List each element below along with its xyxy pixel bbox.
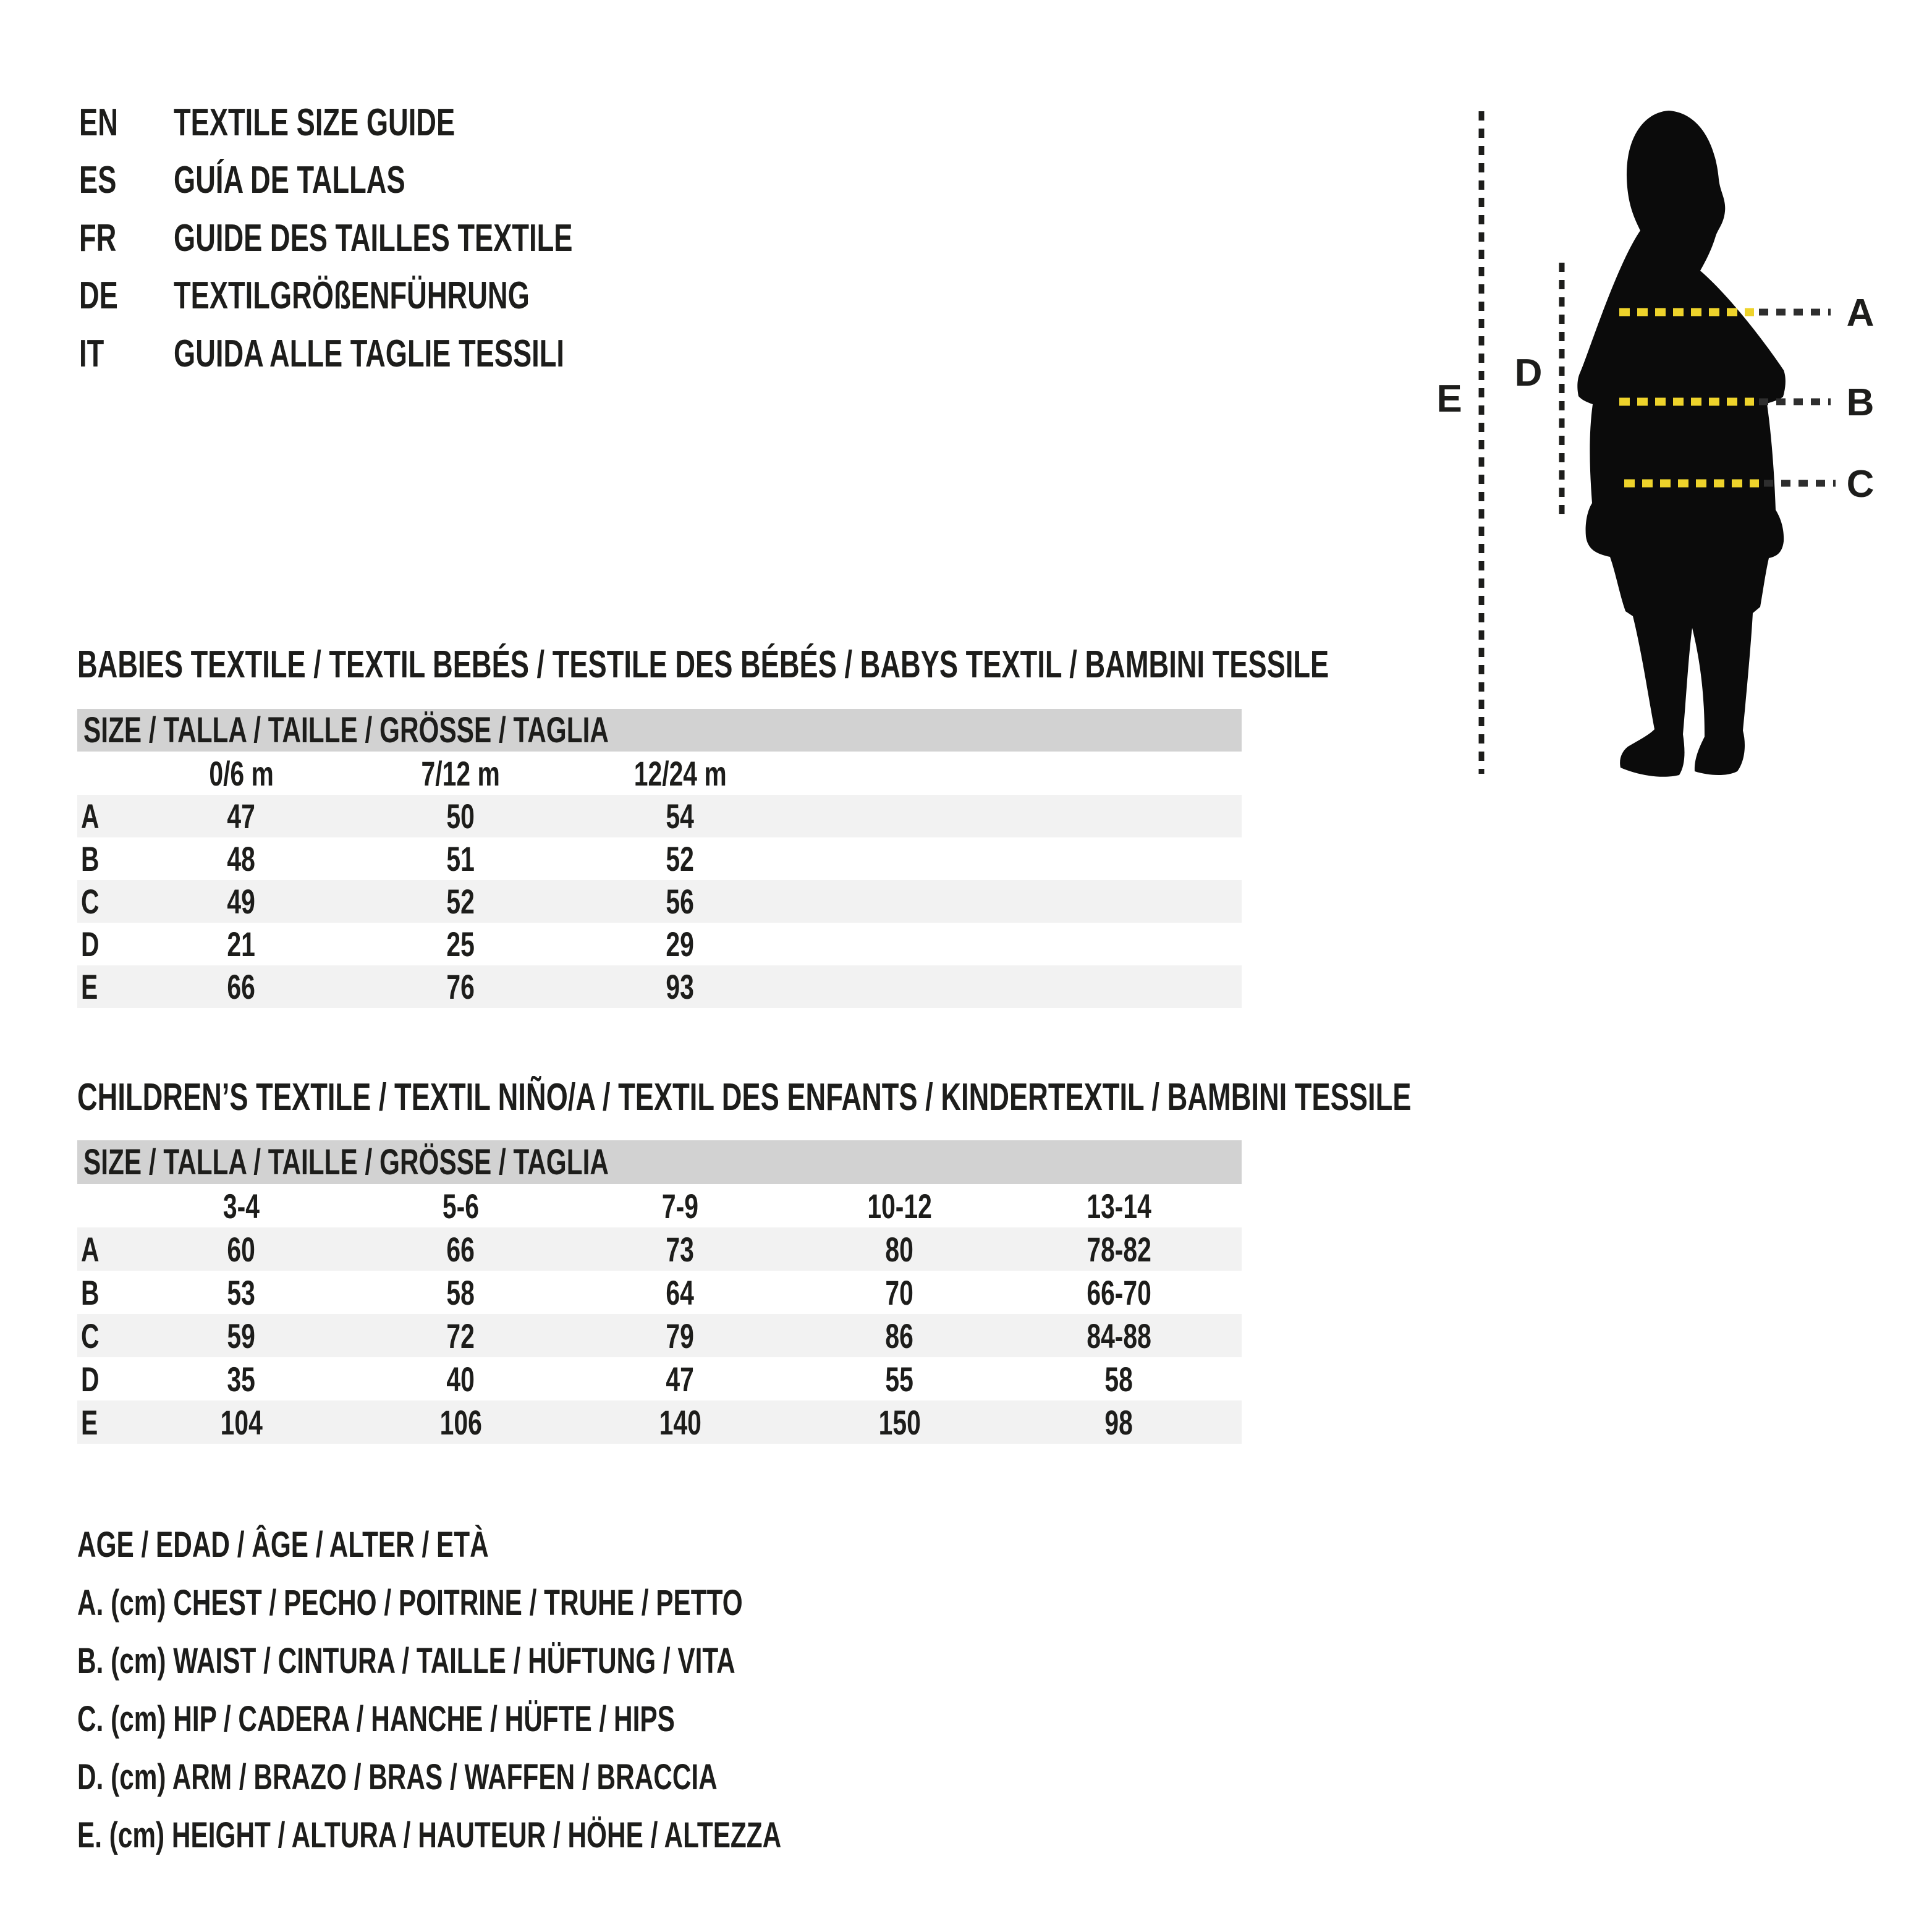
babies-section-heading: [77, 643, 1792, 686]
column-header: [351, 753, 570, 794]
language-title-label: TEXTILE SIZE GUIDE: [174, 101, 455, 144]
cell-value: 25: [446, 925, 475, 964]
children-section-heading: [77, 1075, 1905, 1119]
children-heading-label: CHILDREN’S TEXTILE / TEXTIL NIÑO/A / TEXTIL DES ENFANTS / KINDERTEXTIL / BAMBINI TESSILE: [77, 1075, 1412, 1119]
cell-value: 66: [446, 1229, 475, 1269]
cell: [790, 1273, 1009, 1313]
column-header-label: 5-6: [442, 1186, 480, 1226]
children-column-header-row: [77, 1184, 1242, 1227]
legend-line-hip: [77, 1698, 896, 1739]
children-table-header-band: [77, 1140, 1242, 1184]
column-header: [1009, 1186, 1229, 1226]
cell-value: 35: [227, 1359, 256, 1399]
cell: [132, 881, 351, 922]
cell-value: 54: [666, 797, 695, 836]
row-label: [77, 924, 132, 964]
cell: [570, 1359, 790, 1399]
cell: [351, 924, 570, 964]
cell-value: 84-88: [1087, 1316, 1151, 1355]
cell: [132, 1229, 351, 1269]
cell: [132, 1359, 351, 1399]
cell-value: 93: [666, 967, 695, 1006]
figure-label-c: C: [1846, 463, 1875, 506]
language-row: [0, 101, 989, 144]
row-label-text: A: [81, 797, 100, 836]
row-label-text: B: [81, 1273, 100, 1312]
language-code-label: FR: [79, 216, 117, 260]
figure-label-e: E: [1436, 378, 1462, 420]
row-label: [77, 1359, 132, 1399]
cell-value: 72: [446, 1316, 475, 1355]
cell-value: 140: [659, 1402, 701, 1442]
language-title-label: GUIDE DES TAILLES TEXTILE: [174, 216, 573, 260]
row-label: [77, 839, 132, 879]
legend-line-age: [77, 1524, 641, 1565]
language-row: [0, 332, 989, 375]
legend-text: C. (cm) HIP / CADERA / HANCHE / HÜFTE / HIPS: [77, 1698, 675, 1739]
figure-label-b: B: [1846, 381, 1875, 424]
cell: [1009, 1316, 1229, 1356]
cell-value: 56: [666, 882, 695, 921]
cell-value: 73: [666, 1229, 695, 1269]
legend-line-arm: [77, 1756, 954, 1797]
cell-value: 104: [220, 1402, 263, 1442]
cell-value: 47: [666, 1359, 695, 1399]
language-code: [79, 158, 130, 201]
language-title: [174, 101, 559, 144]
language-title-label: GUÍA DE TALLAS: [174, 158, 405, 201]
cell: [351, 796, 570, 836]
column-header: [570, 753, 790, 794]
cell-value: 59: [227, 1316, 256, 1355]
cell-value: 60: [227, 1229, 256, 1269]
row-label-text: C: [81, 882, 100, 921]
cell: [1009, 1273, 1229, 1313]
table-row: [77, 923, 1242, 965]
children-size-header-label: SIZE / TALLA / TAILLE / GRÖSSE / TAGLIA: [83, 1142, 609, 1182]
cell-value: 66-70: [1087, 1273, 1151, 1312]
cell: [790, 1229, 1009, 1269]
cell: [570, 839, 790, 879]
table-row: [77, 880, 1242, 923]
legend-text: B. (cm) WAIST / CINTURA / TAILLE / HÜFTUNG / VITA: [77, 1640, 735, 1681]
cell: [570, 1402, 790, 1443]
cell-value: 64: [666, 1273, 695, 1312]
column-header-label: 10-12: [867, 1186, 932, 1226]
column-header-label: 13-14: [1087, 1186, 1151, 1226]
cell: [132, 924, 351, 964]
cell-value: 50: [446, 797, 475, 836]
cell: [351, 1316, 570, 1356]
cell-value: 51: [446, 839, 475, 878]
language-title: [174, 274, 661, 317]
legend-text: A. (cm) CHEST / PECHO / POITRINE / TRUHE / PETTO: [77, 1582, 743, 1623]
cell: [132, 796, 351, 836]
cell-value: 21: [227, 925, 256, 964]
language-code-label: IT: [79, 332, 104, 375]
legend-text: AGE / EDAD / ÂGE / ALTER / ETÀ: [77, 1524, 489, 1565]
cell: [570, 924, 790, 964]
row-label: [77, 881, 132, 922]
size-figure: [1409, 99, 1904, 797]
row-label: [77, 967, 132, 1007]
cell-value: 58: [446, 1273, 475, 1312]
legend-line-waist: [77, 1640, 979, 1681]
column-header-label: 7-9: [661, 1186, 699, 1226]
cell: [1009, 1359, 1229, 1399]
column-header: [132, 1186, 351, 1226]
babies-size-table: [77, 709, 1242, 1008]
language-code: [79, 216, 130, 260]
legend-line-height: [77, 1815, 1042, 1855]
cell-value: 98: [1104, 1402, 1133, 1442]
table-row: [77, 1357, 1242, 1400]
column-header-label: 3-4: [222, 1186, 260, 1226]
column-header-label: 0/6 m: [209, 753, 274, 793]
cell: [132, 1316, 351, 1356]
cell: [570, 967, 790, 1007]
cell-value: 78-82: [1087, 1229, 1151, 1269]
figure-label-a: A: [1846, 292, 1875, 334]
row-label-text: D: [81, 1359, 100, 1399]
table-row: [77, 1227, 1242, 1271]
cell-value: 53: [227, 1273, 256, 1312]
cell-value: 48: [227, 839, 256, 878]
cell: [790, 1402, 1009, 1443]
column-header: [570, 1186, 790, 1226]
language-title: [174, 158, 491, 201]
cell-value: 58: [1104, 1359, 1133, 1399]
language-code-label: DE: [79, 274, 118, 317]
cell: [351, 881, 570, 922]
column-header: [132, 753, 351, 794]
cell-value: 150: [878, 1402, 921, 1442]
cell-value: 86: [885, 1316, 914, 1355]
language-row: [0, 216, 989, 260]
cell-value: 52: [446, 882, 475, 921]
cell-value: 66: [227, 967, 256, 1006]
cell-value: 106: [439, 1402, 482, 1442]
column-header: [790, 1186, 1009, 1226]
cell-value: 76: [446, 967, 475, 1006]
row-label: [77, 1402, 132, 1443]
cell: [570, 1273, 790, 1313]
language-code: [79, 274, 132, 317]
cell: [1009, 1402, 1229, 1443]
cell-value: 47: [227, 797, 256, 836]
cell: [351, 1229, 570, 1269]
row-label: [77, 796, 132, 836]
row-label-text: E: [81, 1402, 98, 1442]
language-title-label: GUIDA ALLE TAGLIE TESSILI: [174, 332, 564, 375]
row-label: [77, 1229, 132, 1269]
language-code-label: ES: [79, 158, 117, 201]
cell: [351, 967, 570, 1007]
legend-text: E. (cm) HEIGHT / ALTURA / HAUTEUR / HÖHE / ALTEZZA: [77, 1815, 782, 1855]
column-header: [351, 1186, 570, 1226]
cell-value: 40: [446, 1359, 475, 1399]
figure-label-d: D: [1514, 352, 1543, 394]
cell: [351, 1402, 570, 1443]
cell: [570, 881, 790, 922]
cell: [570, 1229, 790, 1269]
row-label: [77, 1273, 132, 1313]
language-row: [0, 158, 989, 201]
cell: [132, 1273, 351, 1313]
row-label-text: C: [81, 1316, 100, 1355]
column-header-label: 7/12 m: [421, 753, 501, 793]
cell: [790, 1359, 1009, 1399]
row-label-text: B: [81, 839, 100, 878]
table-row: [77, 1271, 1242, 1314]
table-row: [77, 837, 1242, 880]
language-code-label: EN: [79, 101, 118, 144]
table-row: [77, 1400, 1242, 1444]
column-header-label: 12/24 m: [633, 753, 727, 793]
cell-value: 29: [666, 925, 695, 964]
children-size-table: [77, 1140, 1242, 1444]
babies-heading-label: BABIES TEXTILE / TEXTIL BEBÉS / TESTILE DES BÉBÉS / BABYS TEXTIL / BAMBINI TESSILE: [77, 643, 1329, 686]
cell-value: 55: [885, 1359, 914, 1399]
legend-text: D. (cm) ARM / BRAZO / BRAS / WAFFEN / BRACCIA: [77, 1756, 718, 1797]
babies-size-header-label: SIZE / TALLA / TAILLE / GRÖSSE / TAGLIA: [83, 710, 609, 750]
language-code: [79, 332, 113, 375]
language-title-label: TEXTILGRÖßENFÜHRUNG: [174, 274, 530, 317]
cell: [790, 1316, 1009, 1356]
cell: [1009, 1229, 1229, 1269]
cell: [132, 839, 351, 879]
table-row: [77, 965, 1242, 1008]
cell: [132, 1402, 351, 1443]
babies-table-header-band: [77, 709, 1242, 752]
row-label-text: A: [81, 1229, 100, 1269]
cell: [351, 1359, 570, 1399]
cell-value: 80: [885, 1229, 914, 1269]
row-label-text: E: [81, 967, 98, 1006]
cell: [570, 796, 790, 836]
cell-value: 70: [885, 1273, 914, 1312]
row-label-text: D: [81, 925, 100, 964]
cell: [351, 1273, 570, 1313]
table-row: [77, 1314, 1242, 1357]
table-row: [77, 795, 1242, 837]
cell-value: 79: [666, 1316, 695, 1355]
row-label: [77, 1316, 132, 1356]
cell: [351, 839, 570, 879]
language-row: [0, 274, 989, 317]
language-title: [174, 216, 720, 260]
language-title: [174, 332, 709, 375]
babies-column-header-row: [77, 752, 1242, 795]
legend-line-chest: [77, 1582, 989, 1623]
cell-value: 52: [666, 839, 695, 878]
cell-value: 49: [227, 882, 256, 921]
language-code: [79, 101, 132, 144]
cell: [132, 967, 351, 1007]
cell: [570, 1316, 790, 1356]
